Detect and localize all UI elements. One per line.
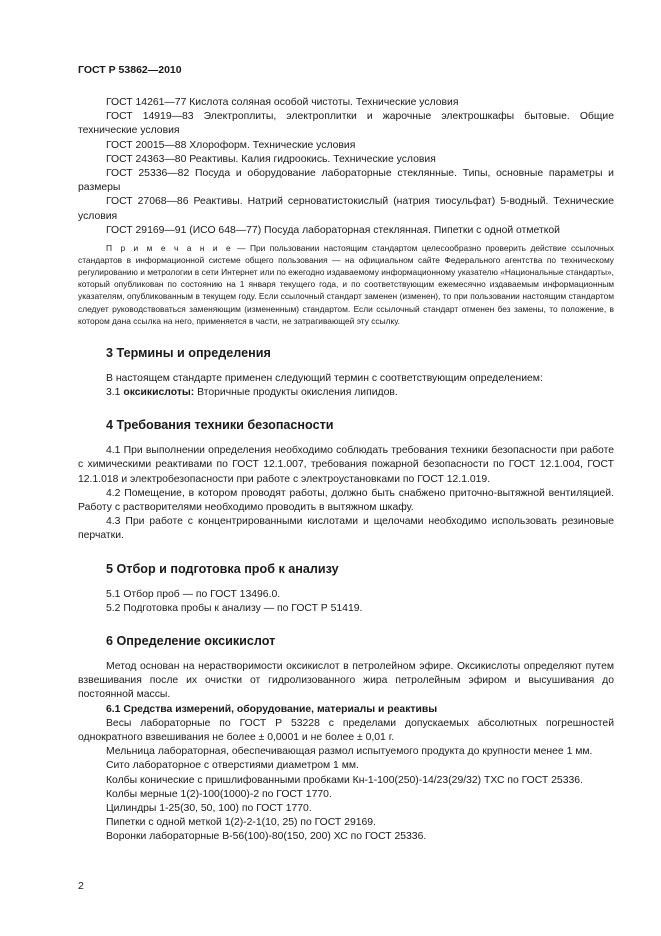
clause-5-2: 5.2 Подготовка пробы к анализу — по ГОСТ Р 51419. xyxy=(106,602,363,614)
subsection-6-1-heading: 6.1 Средства измерений, оборудование, материалы и реактивы xyxy=(106,703,438,715)
equipment-item: Колбы мерные 1(2)-100(1000)-2 по ГОСТ 1770. xyxy=(106,788,332,800)
clause-4-3: 4.3 При работе с концентрированными кислотами и щелочами необходимо использовать резиновые перчатки. xyxy=(78,516,614,542)
clause-4-1: 4.1 При выполнении определения необходимо соблюдать требования техники безопасности при работе с химическими реактивами по ГОСТ 12.1.007, требования пожарной безопасности по ГОСТ 12.1.004, ГОСТ 12.1.018 и электробезопасности при работе с электроустановками по ГОСТ 12.1.019. xyxy=(78,445,614,485)
term-text: Вторичные продукты окисления липидов. xyxy=(194,386,398,398)
reference-item: ГОСТ 27068—86 Реактивы. Натрий серноватистокислый (натрия тиосульфат) 5-водный. Технические условия xyxy=(78,196,614,222)
reference-item: ГОСТ 20015—88 Хлороформ. Технические условия xyxy=(106,139,356,151)
note-label: П р и м е ч а н и е xyxy=(106,243,233,254)
term-number: 3.1 xyxy=(106,386,121,398)
reference-item: ГОСТ 14261—77 Кислота соляная особой чистоты. Технические условия xyxy=(106,97,459,108)
equipment-item: Мельница лабораторная, обеспечивающая размол испытуемого продукта до крупности менее 1 мм. xyxy=(106,746,593,758)
section-6-heading: 6 Определение оксикислот xyxy=(106,633,276,648)
equipment-item: Сито лабораторное с отверстиями диаметром 1 мм. xyxy=(106,760,359,772)
equipment-item: Пипетки с одной меткой 1(2)-2-1(10, 25) по ГОСТ 29169. xyxy=(106,817,376,829)
reference-item: ГОСТ 29169—91 (ИСО 648—77) Посуда лабораторная стеклянная. Пипетки с одной отметкой xyxy=(106,224,560,236)
section-3-heading: 3 Термины и определения xyxy=(106,345,271,360)
note-paragraph xyxy=(78,242,614,327)
reference-item: ГОСТ 14919—83 Электроплиты, электроплитки и жарочные электрошкафы бытовые. Общие технические условия xyxy=(78,111,614,137)
reference-item: ГОСТ 24363—80 Реактивы. Калия гидроокись. Технические условия xyxy=(106,153,436,165)
section-5-heading: 5 Отбор и подготовка проб к анализу xyxy=(106,561,339,576)
equipment-item: Цилиндры 1-25(30, 50, 100) по ГОСТ 1770. xyxy=(106,802,312,814)
equipment-item: Колбы конические с пришлифованными пробками Кн-1-100(250)-14/23(29/32) ТХС по ГОСТ 25336. xyxy=(106,774,583,786)
term-definition xyxy=(78,386,614,400)
page-number: 2 xyxy=(78,880,84,892)
note-text: — При пользовании настоящим стандартом целесообразно проверить действие ссылочных стандартов в информационной системе общего пользования — на официальном сайте Федерального агентства по техническому регулированию и метрологии в сети Интернет или по ежегодно издаваемому информационному указателю «Национальные стандарты», который опубликован по состоянию на 1 января текущего года, и по соответствующим ежемесячно издаваемым информационным указателям, опубликованным в текущем году. Если ссылочный стандарт заменен (изменен), то при пользовании настоящим стандартом следует руководствоваться заменяющим (измененным) стандартом. Если ссылочный стандарт отменен без замены, то положение, в котором дана ссылка на него, применяется в части, не затрагивающей эту ссылку. xyxy=(78,243,614,326)
method-description: Метод основан на нерастворимости оксикислот в петролейном эфире. Оксикислоты определяют путем взвешивания после их очистки от гидролизованного жира петролейным эфиром и высушивания до постоянной массы. xyxy=(78,660,614,701)
clause-5-1: 5.1 Отбор проб — по ГОСТ 13496.0. xyxy=(106,588,281,600)
equipment-item: Весы лабораторные по ГОСТ Р 53228 с пределами допускаемых абсолютных погрешностей однократного взвешивания не более ± 0,0001 и не более ± 0,01 г. xyxy=(78,717,614,743)
page-content xyxy=(78,96,614,845)
section-4-heading: 4 Требования техники безопасности xyxy=(106,418,334,433)
reference-item: ГОСТ 25336—82 Посуда и оборудование лабораторные стеклянные. Типы, основные параметры и размеры xyxy=(78,168,614,194)
term-name: оксикислоты: xyxy=(123,386,195,398)
equipment-item: Воронки лабораторные В-56(100)-80(150, 200) ХС по ГОСТ 25336. xyxy=(106,831,427,843)
section-3-intro: В настоящем стандарте применен следующий термин с соответствующим определением: xyxy=(106,372,543,384)
clause-4-2: 4.2 Помещение, в котором проводят работы, должно быть снабжено приточно-вытяжной вентиляцией. Работу с растворителями необходимо проводить в вытяжном шкафу. xyxy=(78,487,614,513)
document-header: ГОСТ Р 53862—2010 xyxy=(78,64,182,76)
